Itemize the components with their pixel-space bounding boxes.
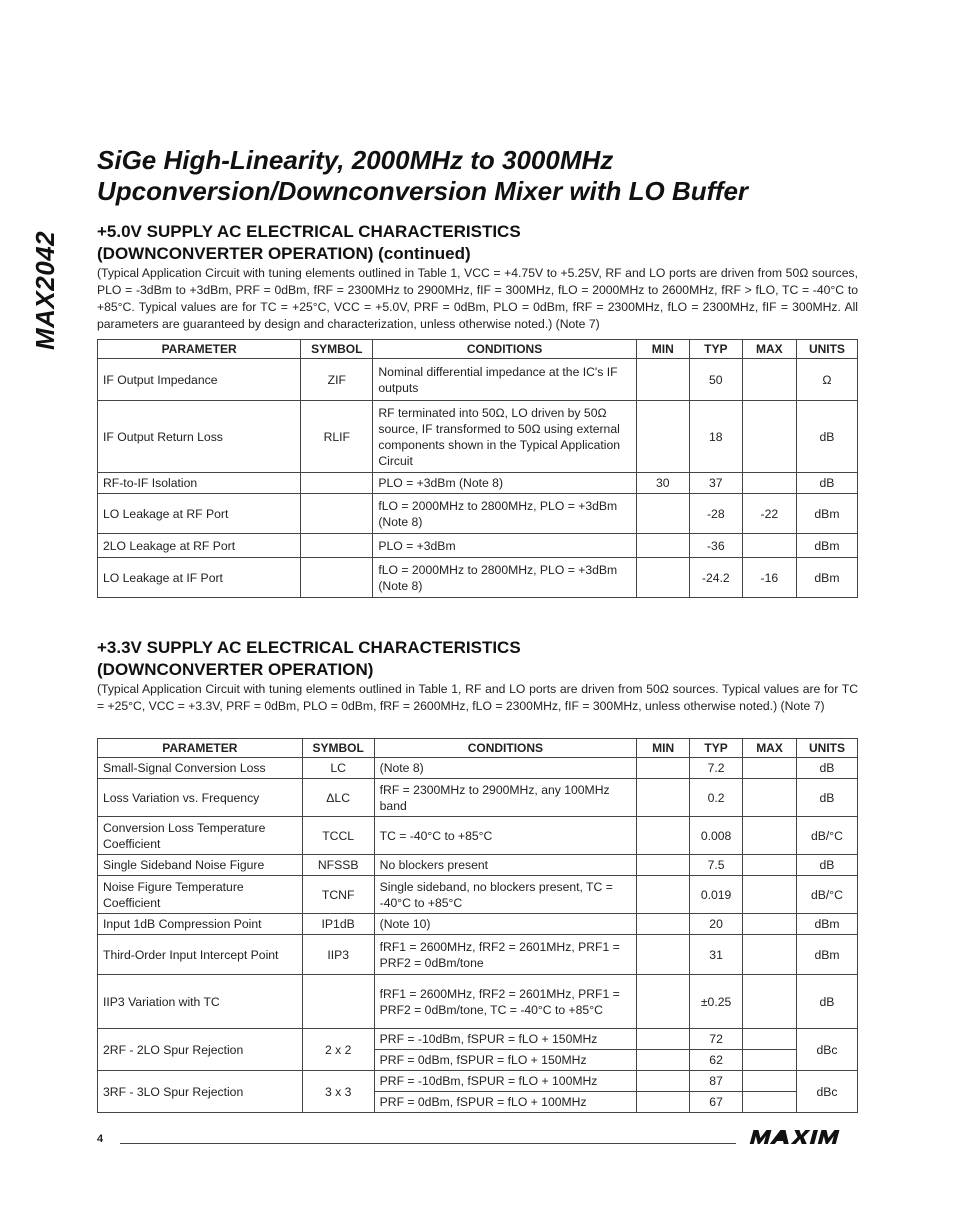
conditions-cell: PRF = 0dBm, fSPUR = fLO + 150MHz	[374, 1050, 637, 1071]
table-row	[98, 758, 858, 779]
typ-cell: 37	[689, 473, 742, 494]
max-cell	[742, 534, 796, 558]
typ-cell: ±0.25	[690, 975, 743, 1029]
units-cell: dB	[797, 758, 858, 779]
typ-cell: 0.019	[690, 876, 743, 914]
typ-cell: 67	[690, 1092, 743, 1113]
typ-cell: 0.008	[690, 817, 743, 855]
typ-cell: 62	[690, 1050, 743, 1071]
typ-cell: -28	[689, 494, 742, 534]
units-cell: dBm	[796, 558, 857, 598]
min-cell	[636, 401, 689, 473]
typ-cell: 31	[690, 935, 743, 975]
conditions-cell: No blockers present	[374, 855, 637, 876]
units-cell: dBm	[796, 534, 857, 558]
units-cell: dB	[796, 473, 857, 494]
symbol-cell	[301, 534, 373, 558]
table-row	[98, 975, 858, 1029]
min-cell	[637, 1092, 690, 1113]
min-cell	[636, 534, 689, 558]
footer-divider	[120, 1143, 736, 1144]
min-cell	[637, 855, 690, 876]
max-cell	[743, 935, 797, 975]
conditions-cell: fRF1 = 2600MHz, fRF2 = 2601MHz, PRF1 = PRF2 = 0dBm/tone	[374, 935, 637, 975]
column-header: SYMBOL	[302, 739, 374, 758]
min-cell	[636, 494, 689, 534]
section1-conditions-note: (Typical Application Circuit with tuning elements outlined in Table 1, VCC = +4.75V to +5.25V, RF and LO ports are driven from 50Ω sources, PLO = -3dBm to +3dBm, PRF = 0dBm, fRF = 2300MHz to 2900MHz, fIF = 300MHz, fLO = 2000MHz to 2600MHz, fRF > fLO, TC = -40°C to +85°C. Typical values are for TC = +25°C, VCC = +5.0V, PRF = 0dBm, PLO = 0dBm, fRF = 2300MHz, fLO = 2300MHz, fIF = 300MHz. All parameters are guaranteed by design and characterization, unless otherwise noted.) (Note 7)	[97, 266, 858, 331]
min-cell	[637, 817, 690, 855]
typ-cell: 50	[689, 359, 742, 401]
symbol-cell: 2 x 2	[302, 1029, 374, 1071]
section1-heading-line2: (DOWNCONVERTER OPERATION) (continued)	[97, 244, 471, 263]
column-header: MIN	[636, 340, 689, 359]
parameter-cell: Single Sideband Noise Figure	[98, 855, 303, 876]
parameter-cell: IF Output Impedance	[98, 359, 301, 401]
title-line-2: Upconversion/Downconversion Mixer with LO Buffer	[97, 176, 749, 206]
column-header: TYP	[689, 340, 742, 359]
max-cell	[743, 914, 797, 935]
symbol-cell: LC	[302, 758, 374, 779]
table-header-row	[98, 739, 858, 758]
typ-cell: 7.2	[690, 758, 743, 779]
typ-cell: 20	[690, 914, 743, 935]
typ-cell: 72	[690, 1029, 743, 1050]
typ-cell: 18	[689, 401, 742, 473]
min-cell	[637, 1071, 690, 1092]
typ-cell: 87	[690, 1071, 743, 1092]
max-cell	[743, 1092, 797, 1113]
max-cell	[743, 1029, 797, 1050]
max-cell: -22	[742, 494, 796, 534]
max-cell	[743, 1050, 797, 1071]
column-header: SYMBOL	[301, 340, 373, 359]
conditions-cell: Nominal differential impedance at the IC's IF outputs	[373, 359, 636, 401]
min-cell	[637, 935, 690, 975]
units-cell: dB/°C	[797, 817, 858, 855]
max-cell	[743, 876, 797, 914]
table-row	[98, 1029, 858, 1050]
section1-spec-table	[97, 339, 858, 598]
conditions-cell: PLO = +3dBm (Note 8)	[373, 473, 636, 494]
units-cell: dBm	[797, 935, 858, 975]
parameter-cell: Small-Signal Conversion Loss	[98, 758, 303, 779]
min-cell: 30	[636, 473, 689, 494]
conditions-cell: PRF = 0dBm, fSPUR = fLO + 100MHz	[374, 1092, 637, 1113]
section2-heading-line2: (DOWNCONVERTER OPERATION)	[97, 660, 374, 679]
parameter-cell: IF Output Return Loss	[98, 401, 301, 473]
conditions-cell: RF terminated into 50Ω, LO driven by 50Ω source, IF transformed to 50Ω using external components shown in the Typical Application Circuit	[373, 401, 636, 473]
max-cell	[742, 359, 796, 401]
parameter-cell: Input 1dB Compression Point	[98, 914, 303, 935]
page-number: 4	[97, 1133, 104, 1145]
max-cell: -16	[742, 558, 796, 598]
symbol-cell	[301, 473, 373, 494]
symbol-cell: ZIF	[301, 359, 373, 401]
max-cell	[743, 1071, 797, 1092]
symbol-cell: ΔLC	[302, 779, 374, 817]
max-cell	[742, 401, 796, 473]
conditions-cell: PLO = +3dBm	[373, 534, 636, 558]
conditions-cell: PRF = -10dBm, fSPUR = fLO + 150MHz	[374, 1029, 637, 1050]
column-header: MAX	[743, 739, 797, 758]
symbol-cell: RLIF	[301, 401, 373, 473]
units-cell: dBc	[797, 1071, 858, 1113]
min-cell	[637, 758, 690, 779]
conditions-cell: TC = -40°C to +85°C	[374, 817, 637, 855]
typ-cell: 7.5	[690, 855, 743, 876]
min-cell	[637, 779, 690, 817]
conditions-cell: fRF = 2300MHz to 2900MHz, any 100MHz band	[374, 779, 637, 817]
units-cell: dBm	[796, 494, 857, 534]
parameter-cell: Loss Variation vs. Frequency	[98, 779, 303, 817]
column-header: MIN	[637, 739, 690, 758]
parameter-cell: LO Leakage at RF Port	[98, 494, 301, 534]
symbol-cell: 3 x 3	[302, 1071, 374, 1113]
symbol-cell: TCNF	[302, 876, 374, 914]
parameter-cell: 3RF - 3LO Spur Rejection	[98, 1071, 303, 1113]
section2-heading-line1: +3.3V SUPPLY AC ELECTRICAL CHARACTERISTICS	[97, 638, 521, 657]
units-cell: dB/°C	[797, 876, 858, 914]
table-row	[98, 534, 858, 558]
parameter-cell: Conversion Loss Temperature Coefficient	[98, 817, 303, 855]
part-number-side-label: MAX2042	[30, 230, 60, 350]
symbol-cell: TCCL	[302, 817, 374, 855]
column-header: PARAMETER	[98, 739, 303, 758]
parameter-cell: RF-to-IF Isolation	[98, 473, 301, 494]
document-title	[97, 145, 748, 207]
table-row	[98, 401, 858, 473]
symbol-cell	[302, 975, 374, 1029]
table-row	[98, 817, 858, 855]
conditions-cell: (Note 10)	[374, 914, 637, 935]
typ-cell: -36	[689, 534, 742, 558]
conditions-cell: fLO = 2000MHz to 2800MHz, PLO = +3dBm (Note 8)	[373, 558, 636, 598]
min-cell	[637, 876, 690, 914]
min-cell	[637, 914, 690, 935]
table-row	[98, 1071, 858, 1092]
min-cell	[637, 1050, 690, 1071]
typ-cell: -24.2	[689, 558, 742, 598]
units-cell: dBc	[797, 1029, 858, 1071]
max-cell	[742, 473, 796, 494]
conditions-cell: Single sideband, no blockers present, TC = -40°C to +85°C	[374, 876, 637, 914]
table-row	[98, 876, 858, 914]
parameter-cell: Third-Order Input Intercept Point	[98, 935, 303, 975]
section2-conditions-note: (Typical Application Circuit with tuning elements outlined in Table 1, RF and LO ports are driven from 50Ω sources. Typical values are for TC = +25°C, VCC = +3.3V, PRF = 0dBm, PLO = 0dBm, fRF = 2600MHz, fLO = 2300MHz, fIF = 300MHz, unless otherwise noted.) (Note 7)	[97, 682, 858, 713]
maxim-logo	[748, 1128, 858, 1151]
max-cell	[743, 975, 797, 1029]
table-row	[98, 779, 858, 817]
min-cell	[636, 558, 689, 598]
table-row	[98, 935, 858, 975]
parameter-cell: 2RF - 2LO Spur Rejection	[98, 1029, 303, 1071]
section2-spec-table	[97, 738, 858, 1113]
parameter-cell: LO Leakage at IF Port	[98, 558, 301, 598]
table-row	[98, 359, 858, 401]
table-row	[98, 914, 858, 935]
conditions-cell: PRF = -10dBm, fSPUR = fLO + 100MHz	[374, 1071, 637, 1092]
units-cell: dB	[797, 975, 858, 1029]
units-cell: dBm	[797, 914, 858, 935]
column-header: UNITS	[797, 739, 858, 758]
max-cell	[743, 817, 797, 855]
conditions-cell: fLO = 2000MHz to 2800MHz, PLO = +3dBm (Note 8)	[373, 494, 636, 534]
parameter-cell: IIP3 Variation with TC	[98, 975, 303, 1029]
column-header: MAX	[742, 340, 796, 359]
min-cell	[637, 975, 690, 1029]
symbol-cell: IIP3	[302, 935, 374, 975]
max-cell	[743, 758, 797, 779]
parameter-cell: Noise Figure Temperature Coefficient	[98, 876, 303, 914]
column-header: CONDITIONS	[373, 340, 636, 359]
table-row	[98, 473, 858, 494]
symbol-cell	[301, 494, 373, 534]
symbol-cell: IP1dB	[302, 914, 374, 935]
units-cell: dB	[797, 855, 858, 876]
table-row	[98, 855, 858, 876]
units-cell: Ω	[796, 359, 857, 401]
conditions-cell: fRF1 = 2600MHz, fRF2 = 2601MHz, PRF1 = PRF2 = 0dBm/tone, TC = -40°C to +85°C	[374, 975, 637, 1029]
table-row	[98, 494, 858, 534]
title-line-1: SiGe High-Linearity, 2000MHz to 3000MHz	[97, 145, 614, 175]
symbol-cell: NFSSB	[302, 855, 374, 876]
section2-heading	[97, 637, 521, 681]
min-cell	[636, 359, 689, 401]
symbol-cell	[301, 558, 373, 598]
units-cell: dB	[797, 779, 858, 817]
column-header: CONDITIONS	[374, 739, 637, 758]
max-cell	[743, 855, 797, 876]
column-header: TYP	[690, 739, 743, 758]
column-header: UNITS	[796, 340, 857, 359]
typ-cell: 0.2	[690, 779, 743, 817]
section1-heading	[97, 221, 521, 265]
column-header: PARAMETER	[98, 340, 301, 359]
conditions-cell: (Note 8)	[374, 758, 637, 779]
maxim-logo-icon	[748, 1128, 858, 1146]
table-row	[98, 558, 858, 598]
min-cell	[637, 1029, 690, 1050]
parameter-cell: 2LO Leakage at RF Port	[98, 534, 301, 558]
section1-heading-line1: +5.0V SUPPLY AC ELECTRICAL CHARACTERISTICS	[97, 222, 521, 241]
max-cell	[743, 779, 797, 817]
table-header-row	[98, 340, 858, 359]
units-cell: dB	[796, 401, 857, 473]
